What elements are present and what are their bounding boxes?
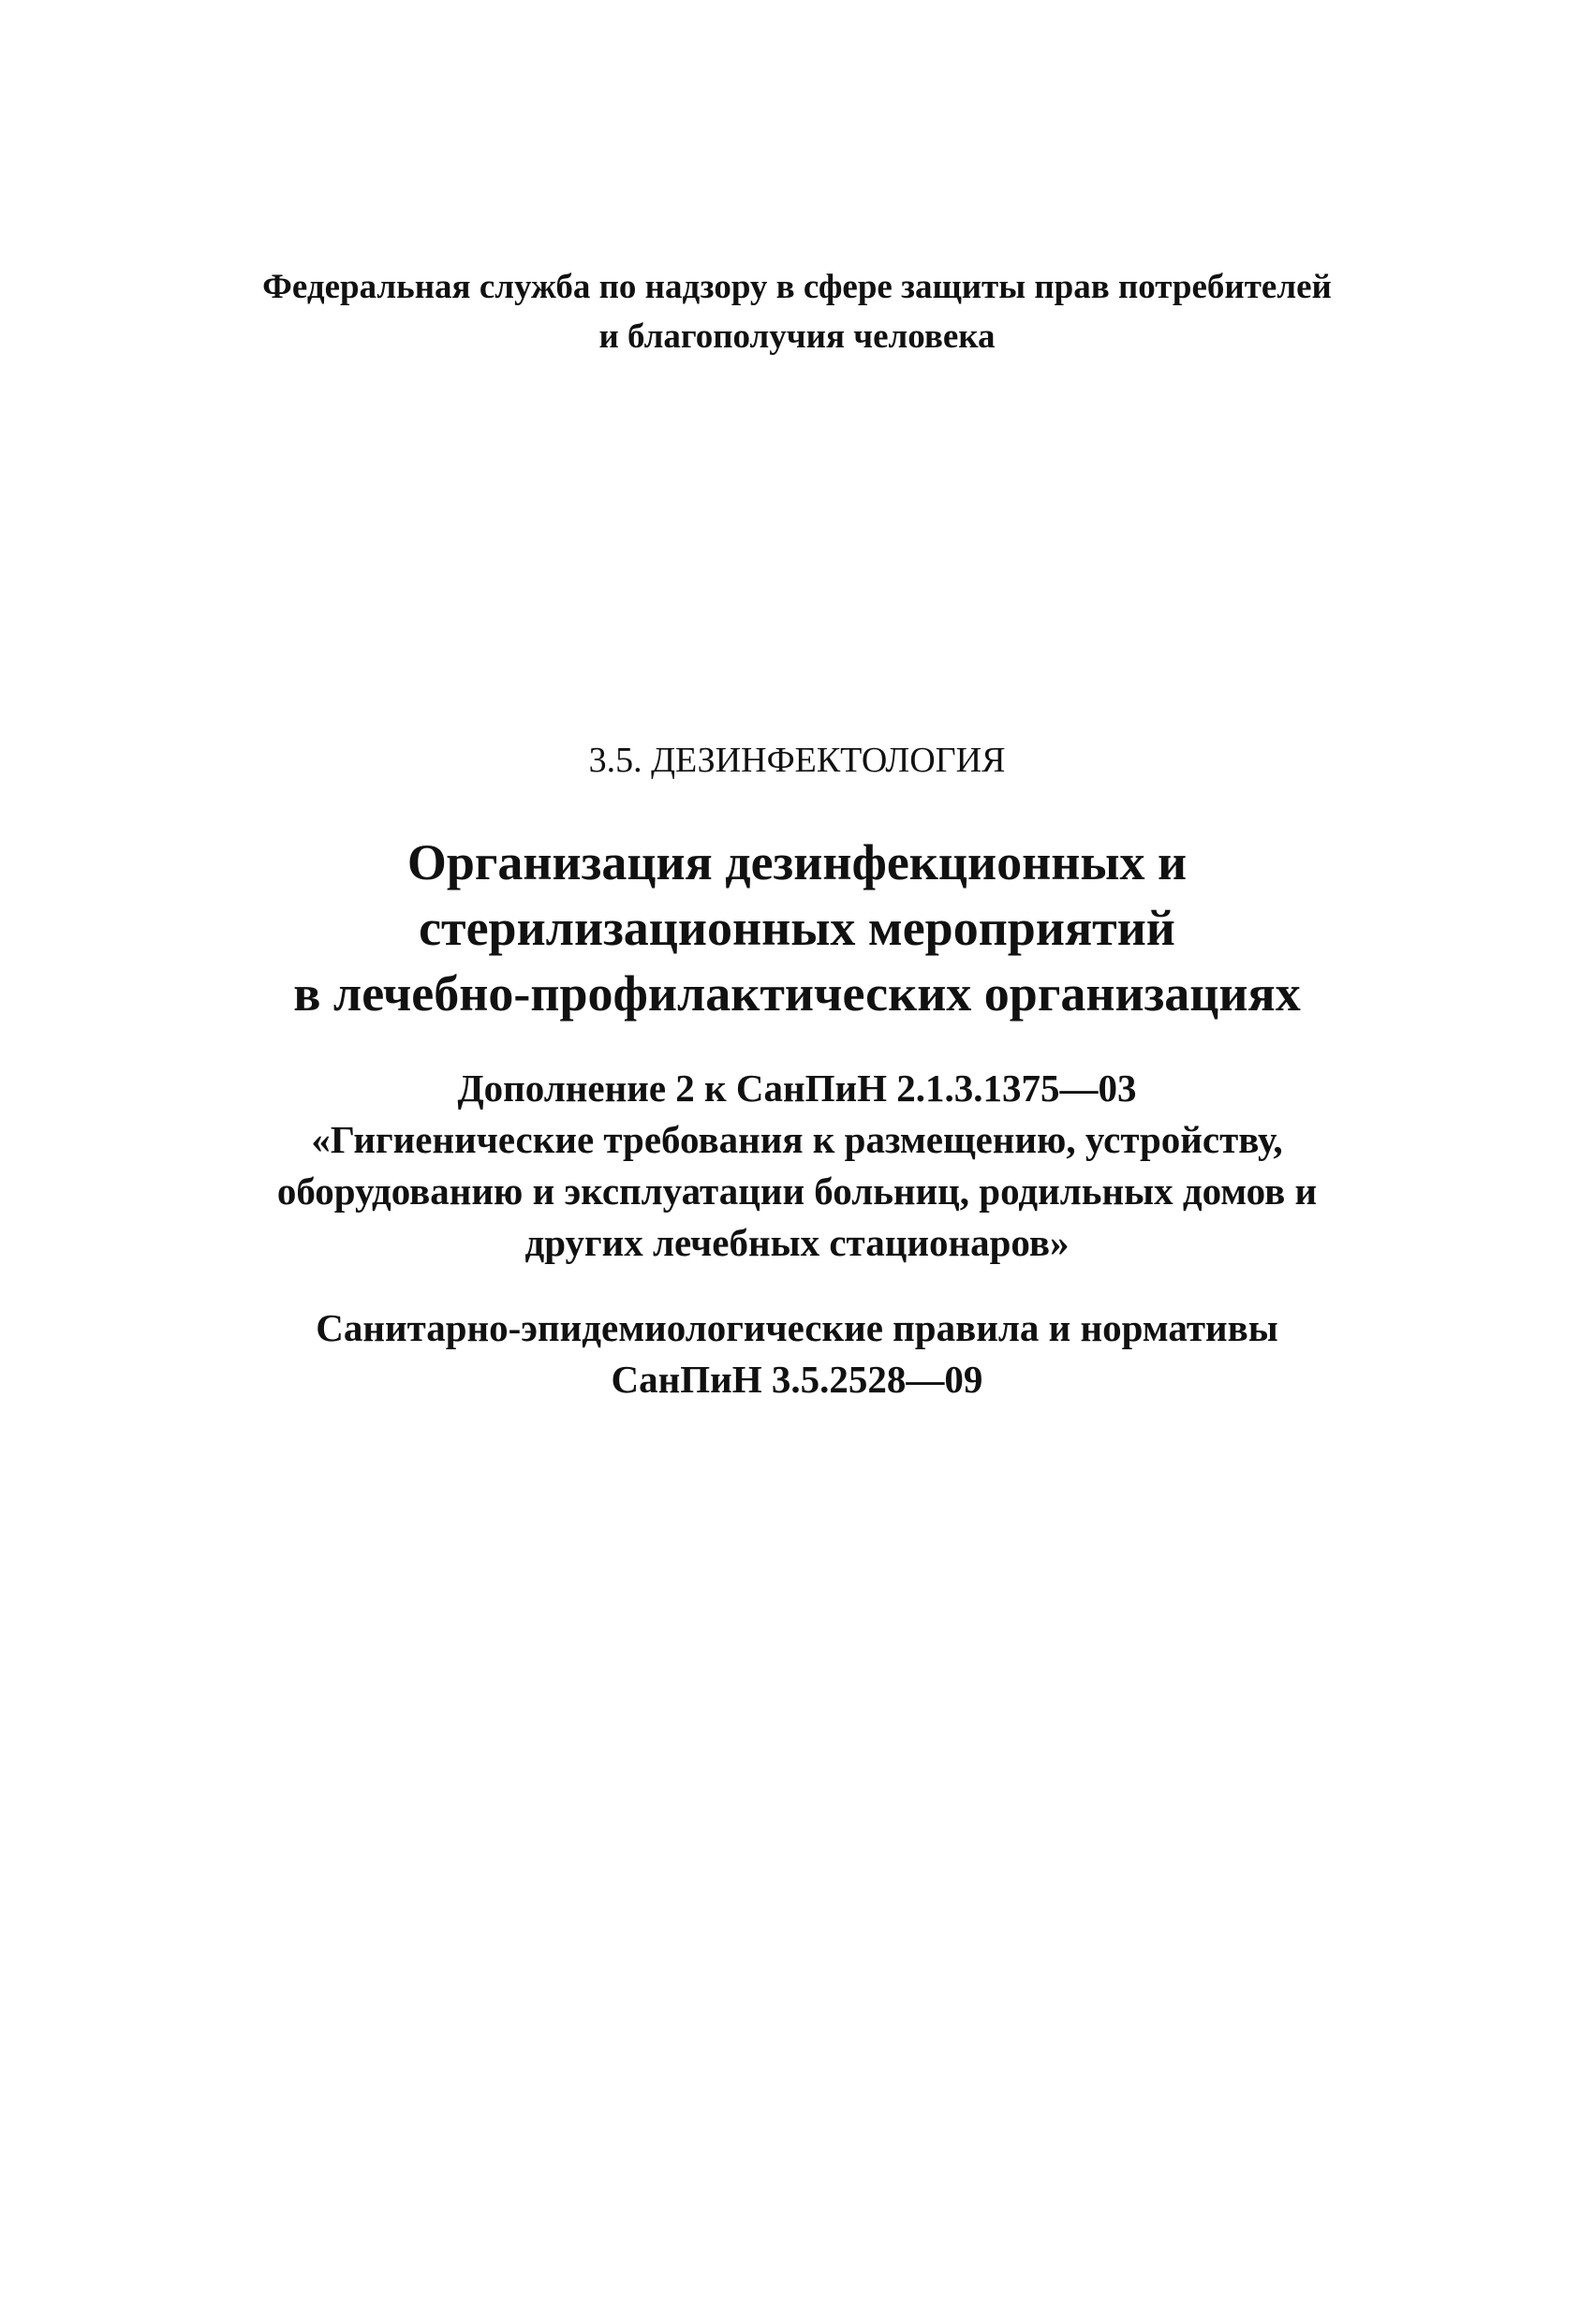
title-line-2: стерилизационных мероприятий	[419, 900, 1175, 956]
rules-line-1: Санитарно-эпидемиологические правила и нормативы	[316, 1306, 1278, 1349]
rules-line-2: СанПиН 3.5.2528—09	[611, 1358, 983, 1401]
agency-line-2: и благополучия человека	[598, 317, 996, 356]
addendum-line-1: Дополнение 2 к СанПиН 2.1.3.1375—03	[457, 1066, 1137, 1110]
title-line-3: в лечебно-профилактических организациях	[293, 965, 1301, 1022]
addendum-line-2: «Гигиенические требования к размещению, устройству,	[311, 1118, 1283, 1161]
title-line-1: Организация дезинфекционных и	[406, 834, 1188, 890]
addendum-line-4: других лечебных стационаров»	[524, 1221, 1070, 1264]
section-label: 3.5. ДЕЗИНФЕКТОЛОГИЯ	[588, 741, 1006, 780]
addendum-line-3: оборудованию и эксплуатации больниц, родильных домов и	[276, 1169, 1318, 1213]
agency-line-1: Федеральная служба по надзору в сфере защиты прав потребителей	[262, 268, 1332, 306]
